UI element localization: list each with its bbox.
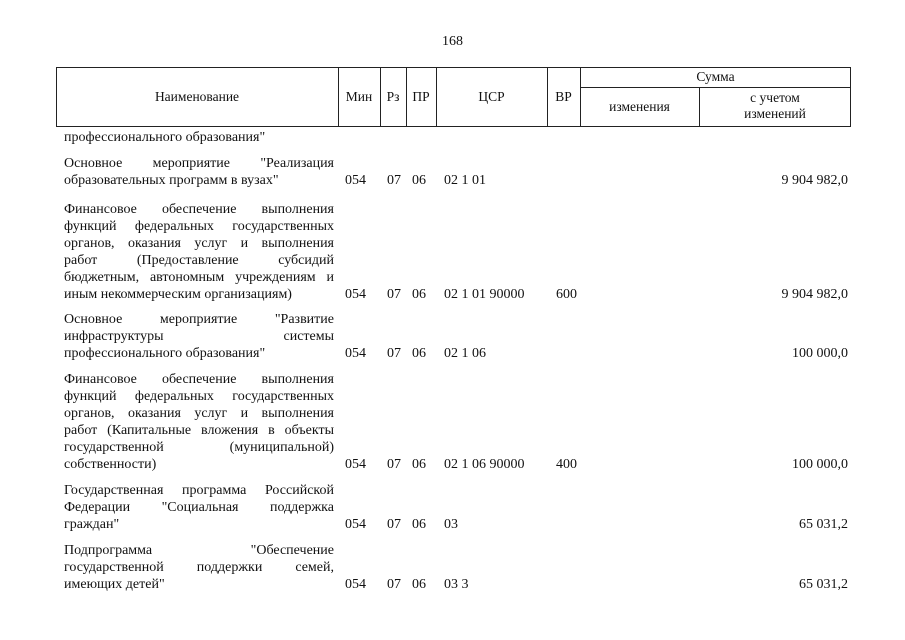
row-csr: 03 3 bbox=[444, 577, 469, 592]
row-min: 054 bbox=[345, 173, 366, 188]
row-sum: 100 000,0 bbox=[792, 457, 848, 472]
row-csr: 03 bbox=[444, 517, 458, 532]
table-header bbox=[56, 67, 851, 127]
row-name bbox=[64, 482, 334, 533]
row-name-line: органов, оказания услуг и выполнения bbox=[64, 406, 334, 421]
header-name: Наименование bbox=[154, 89, 240, 104]
row-name-line: профессионального образования" bbox=[64, 130, 266, 145]
row-name bbox=[64, 129, 334, 146]
row-name-line: имеющих детей" bbox=[64, 577, 165, 592]
row-csr: 02 1 01 90000 bbox=[444, 287, 525, 302]
row-name-line: государственной поддержки семей, bbox=[64, 560, 334, 575]
row-name-line: Подпрограмма "Обеспечение bbox=[64, 543, 334, 558]
row-sum: 65 031,2 bbox=[799, 577, 848, 592]
row-sum: 65 031,2 bbox=[799, 517, 848, 532]
row-name-line: функций федеральных государственных bbox=[64, 219, 334, 234]
header-bottom-border bbox=[56, 126, 851, 127]
row-pr: 06 bbox=[412, 173, 426, 188]
row-name-line: Финансовое обеспечение выполнения bbox=[64, 372, 334, 387]
row-vr: 600 bbox=[556, 287, 577, 302]
row-min: 054 bbox=[345, 457, 366, 472]
row-name bbox=[64, 155, 334, 189]
row-name-line: Федерации "Социальная поддержка bbox=[64, 500, 334, 515]
page-number: 168 bbox=[442, 34, 463, 49]
row-name-line: Финансовое обеспечение выполнения bbox=[64, 202, 334, 217]
row-min: 054 bbox=[345, 346, 366, 361]
row-pr: 06 bbox=[412, 457, 426, 472]
row-name bbox=[64, 311, 334, 362]
header-vr: ВР bbox=[555, 89, 572, 104]
row-pr: 06 bbox=[412, 517, 426, 532]
header-sum: Сумма bbox=[696, 69, 735, 84]
row-name-line: работ (Предоставление субсидий bbox=[64, 253, 334, 268]
row-name-line: инфраструктуры системы bbox=[64, 329, 334, 344]
row-name-line: Основное мероприятие "Развитие bbox=[64, 312, 334, 327]
row-min: 054 bbox=[345, 577, 366, 592]
header-changes: изменения bbox=[609, 99, 670, 114]
header-min: Мин bbox=[345, 89, 373, 104]
row-name-line: государственной (муниципальной) bbox=[64, 440, 334, 455]
row-name-line: профессионального образования" bbox=[64, 346, 266, 361]
row-rz: 07 bbox=[387, 287, 401, 302]
row-name-line: Основное мероприятие "Реализация bbox=[64, 156, 334, 171]
header-pr: ПР bbox=[412, 89, 430, 104]
col-divider bbox=[699, 87, 700, 127]
row-sum: 9 904 982,0 bbox=[781, 287, 848, 302]
row-sum: 100 000,0 bbox=[792, 346, 848, 361]
row-name bbox=[64, 542, 334, 593]
row-rz: 07 bbox=[387, 577, 401, 592]
header-rz: Рз bbox=[386, 89, 400, 104]
row-rz: 07 bbox=[387, 346, 401, 361]
row-name-line: образовательных программ в вузах" bbox=[64, 173, 279, 188]
row-csr: 02 1 06 bbox=[444, 346, 486, 361]
row-sum: 9 904 982,0 bbox=[781, 173, 848, 188]
row-name-line: функций федеральных государственных bbox=[64, 389, 334, 404]
row-name-line: органов, оказания услуг и выполнения bbox=[64, 236, 334, 251]
header-with-changes: с учетом изменений bbox=[744, 90, 806, 121]
row-name bbox=[64, 201, 334, 303]
row-name-line: бюджетным, автономным учреждениям и bbox=[64, 270, 334, 285]
row-min: 054 bbox=[345, 517, 366, 532]
row-pr: 06 bbox=[412, 287, 426, 302]
row-csr: 02 1 06 90000 bbox=[444, 457, 525, 472]
row-min: 054 bbox=[345, 287, 366, 302]
row-name-line: Государственная программа Российской bbox=[64, 483, 334, 498]
row-name-line: работ (Капитальные вложения в объекты bbox=[64, 423, 334, 438]
header-csr: ЦСР bbox=[478, 89, 505, 104]
row-name-line: иным некоммерческим организациям) bbox=[64, 287, 292, 302]
row-rz: 07 bbox=[387, 173, 401, 188]
row-csr: 02 1 01 bbox=[444, 173, 486, 188]
row-rz: 07 bbox=[387, 517, 401, 532]
sum-subheader-divider bbox=[580, 87, 851, 88]
header-top-border bbox=[56, 67, 851, 68]
row-vr: 400 bbox=[556, 457, 577, 472]
row-rz: 07 bbox=[387, 457, 401, 472]
row-name-line: собственности) bbox=[64, 457, 157, 472]
row-pr: 06 bbox=[412, 577, 426, 592]
row-pr: 06 bbox=[412, 346, 426, 361]
row-name-line: граждан" bbox=[64, 517, 120, 532]
row-name bbox=[64, 371, 334, 473]
